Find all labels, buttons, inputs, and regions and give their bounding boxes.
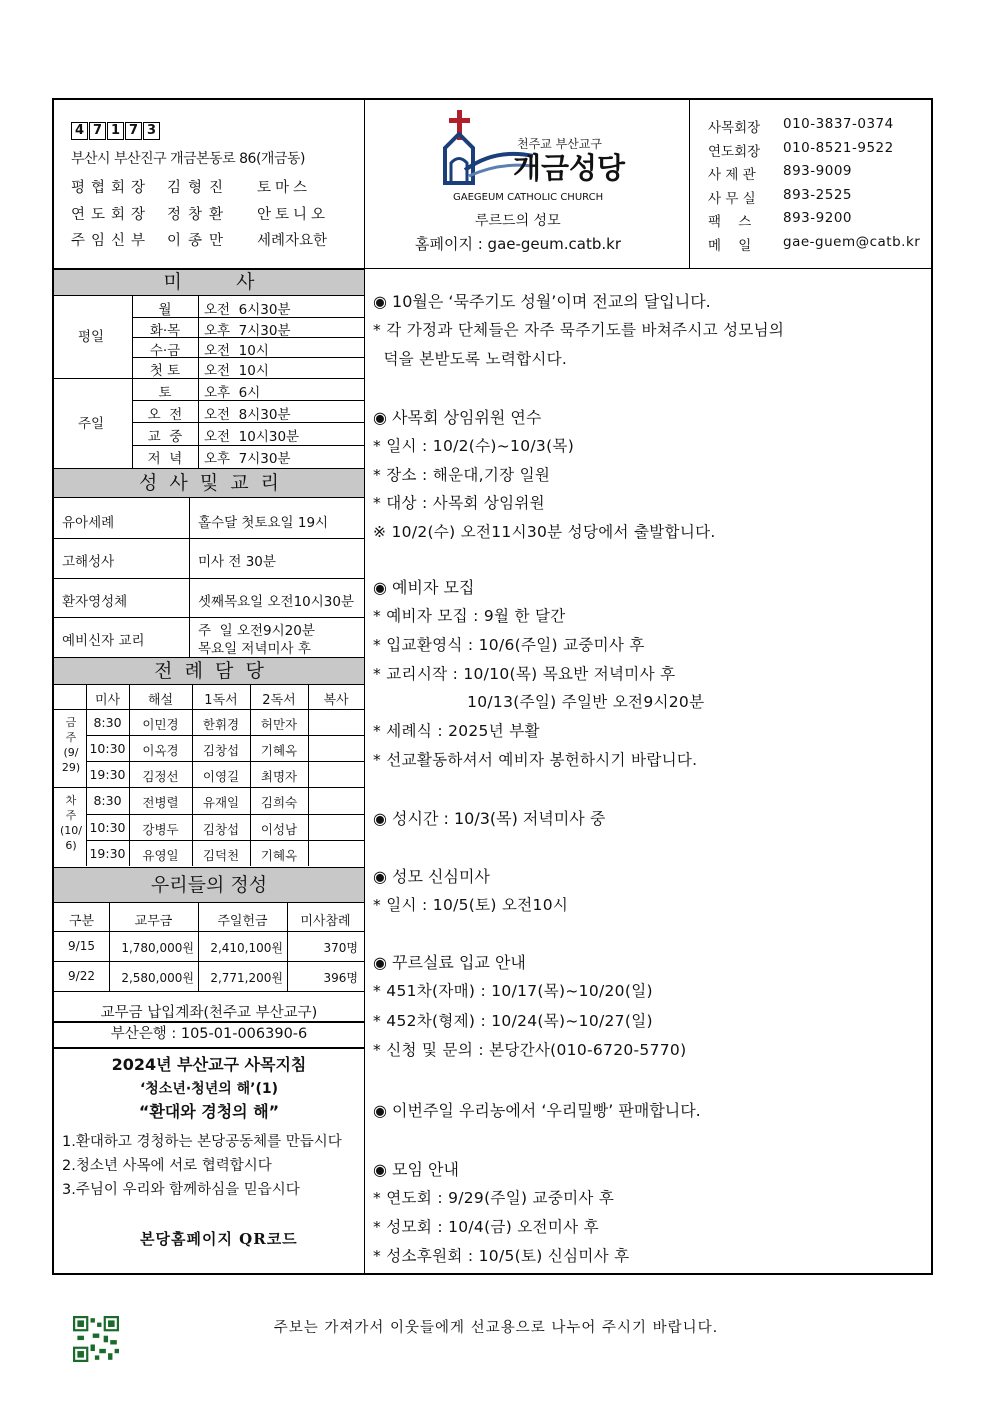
cell-text: 893-9200 xyxy=(783,210,852,226)
notice-line: * 성모회 : 10/4(금) 오전미사 후 xyxy=(373,1218,599,1236)
cell-text: 김창섭 xyxy=(202,743,240,758)
notice-title: ◉ 성모 신심미사 xyxy=(373,867,490,886)
officer-row xyxy=(71,176,311,197)
cell-text: 천주교 부산교구 xyxy=(517,137,602,151)
contact-row xyxy=(708,187,852,207)
cell-text: 기혜옥 xyxy=(260,743,298,758)
header-info xyxy=(54,100,365,269)
mass-day: 수·금 xyxy=(149,343,181,359)
notice-line: * 교리시작 : 10/10(목) 목요반 저녁미사 후 xyxy=(373,665,676,683)
church-logo xyxy=(425,108,645,208)
cell-text: 유재일 xyxy=(202,795,240,810)
cell-text: 강병두 xyxy=(142,822,179,837)
cell-text: 이옥경 xyxy=(142,743,179,758)
notice-line: 덕을 본받도록 노력합시다. xyxy=(373,350,568,368)
notice-line: * 신청 및 문의 : 본당간사(010-6720-5770) xyxy=(373,1041,687,1059)
pastoral-item: 2.청소년 사목에 서로 협력합시다 xyxy=(62,1158,272,1174)
mass-sunday-label: 주일 xyxy=(78,416,105,432)
cell-text: 김정선 xyxy=(142,769,179,784)
liturgy-title: 전 례 담 당 xyxy=(54,657,364,685)
sacrament-label: 예비신자 교리 xyxy=(62,633,145,649)
cell-text: 9/22 xyxy=(68,969,95,983)
cell-text: 팩 스 xyxy=(708,214,752,230)
offerings-header: 주일헌금 xyxy=(217,914,268,929)
notices xyxy=(365,269,933,1275)
sacrament-label: 환자영성체 xyxy=(62,594,128,610)
cell-text: (10/ xyxy=(60,824,82,837)
address: 부산시 부산진구 개금본동로 86(개금동) xyxy=(71,151,305,167)
mass-day: 월 xyxy=(158,302,172,318)
cell-text: 토마스 xyxy=(257,180,312,196)
liturgy-header: 미사 xyxy=(94,693,121,708)
contact-row xyxy=(708,210,852,230)
postal-code xyxy=(71,122,160,140)
notice-title: ◉ 사목회 상임위원 연수 xyxy=(373,408,542,427)
sacraments-title: 성 사 및 교 리 xyxy=(54,468,364,498)
cell-text: 세례자요한 xyxy=(257,233,328,249)
cell-text: 유영일 xyxy=(142,848,179,863)
cell-text: 396명 xyxy=(323,971,358,985)
cell-text: 9/15 xyxy=(68,939,95,953)
cell-text: 370명 xyxy=(323,941,358,955)
notice-line: * 대상 : 사목회 상임위원 xyxy=(373,494,545,512)
notice-title: ◉ 이번주일 우리농에서 ‘우리밀빵’ 판매합니다. xyxy=(373,1101,701,1120)
cell-text: 메 일 xyxy=(708,238,752,254)
cell-text: 한휘경 xyxy=(202,717,240,732)
liturgy-header: 1독서 xyxy=(204,693,238,708)
mass-time: 오후 6시 xyxy=(204,385,261,401)
mass-time: 오전 10시30분 xyxy=(204,429,300,445)
cell-text: 10:30 xyxy=(89,741,126,756)
sacrament-value: 셋째목요일 오전10시30분 xyxy=(198,594,355,610)
cell-text: 8:30 xyxy=(93,715,122,730)
officer-row xyxy=(71,203,329,224)
notice-title: ◉ 모임 안내 xyxy=(373,1160,459,1179)
pastoral-subtitle: ‘청소년·청년의 해’(1) xyxy=(139,1081,279,1097)
mass-day: 화·목 xyxy=(149,323,181,339)
offerings-header: 미사참례 xyxy=(300,914,351,929)
cell-text: 기혜옥 xyxy=(260,848,298,863)
notice-line: * 일시 : 10/5(토) 오전10시 xyxy=(373,896,569,914)
cell-text: 최명자 xyxy=(260,769,298,784)
cell-text: 2,410,100원 xyxy=(210,941,283,955)
offerings-header: 교무금 xyxy=(134,914,173,929)
notice-title: ◉ 꾸르실료 입교 안내 xyxy=(373,953,526,972)
cell-text: 893-9009 xyxy=(783,163,852,179)
contacts xyxy=(690,100,933,269)
notice-line: * 장소 : 해운대,기장 일원 xyxy=(373,466,551,484)
postal-digit: 7 xyxy=(89,122,106,140)
mass-day: 오 전 xyxy=(147,407,183,423)
mass-title: 미 사 xyxy=(54,269,364,296)
notice-title: ◉ 10월은 ‘묵주기도 성월’이며 전교의 달입니다. xyxy=(373,292,711,311)
cell-text: 허만자 xyxy=(260,717,298,732)
cell-text: 주임신부 xyxy=(71,233,152,249)
liturgy-week-label xyxy=(58,715,84,775)
cell-text: 안토니오 xyxy=(257,207,330,223)
sacrament-label: 고해성사 xyxy=(62,554,115,570)
cell-text: 19:30 xyxy=(89,846,126,861)
church-logo-area xyxy=(365,100,690,269)
notice-line: * 성소후원회 : 10/5(토) 신심미사 후 xyxy=(373,1247,630,1265)
left-column xyxy=(54,269,365,1275)
footer-note: 주보는 가져가서 이웃들에게 선교용으로 나누어 주시기 바랍니다. xyxy=(273,1320,719,1336)
notice-line: 10/13(주일) 주일반 오전9시20분 xyxy=(373,693,705,711)
notice-line: * 선교활동하셔서 예비자 봉헌하시기 바랍니다. xyxy=(373,751,698,769)
mass-time: 오후 7시30분 xyxy=(204,323,291,339)
cell-text: 1,780,000원 xyxy=(121,941,194,955)
account-line: 부산은행 : 105-01-006390-6 xyxy=(110,1026,308,1042)
cell-text: 사 무 실 xyxy=(708,191,756,207)
cell-text: 8:30 xyxy=(93,793,122,808)
cell-text: 금 xyxy=(65,716,77,729)
cell-text: 사목회장 xyxy=(708,120,761,136)
patron-saint: 루르드의 성모 xyxy=(475,213,561,229)
cell-text: 이민경 xyxy=(142,717,179,732)
bulletin-frame xyxy=(52,98,933,1275)
pastoral-title: 2024년 부산교구 사목지침 xyxy=(111,1055,307,1074)
cell-text: 이영길 xyxy=(202,769,240,784)
postal-digit: 1 xyxy=(107,122,124,140)
mass-time: 오전 6시30분 xyxy=(204,302,291,318)
sacrament-value: 목요일 저녁미사 후 xyxy=(198,641,311,657)
contact-row xyxy=(708,116,894,136)
cell-text: 개금성당 xyxy=(513,151,626,185)
cell-text: 10:30 xyxy=(89,820,126,835)
liturgy-header: 해설 xyxy=(147,693,174,708)
mass-weekday-label: 평일 xyxy=(78,329,105,345)
account-line: 교무금 납입계좌(천주교 부산교구) xyxy=(100,1005,318,1021)
notice-line: * 일시 : 10/2(수)~10/3(목) xyxy=(373,437,575,455)
cell-text: 주 xyxy=(65,731,77,744)
sacrament-value: 주 일 오전9시20분 xyxy=(198,623,315,639)
sacrament-value: 미사 전 30분 xyxy=(198,554,276,570)
postal-digit: 7 xyxy=(125,122,142,140)
notice-line: * 예비자 모집 : 9월 한 달간 xyxy=(373,607,566,625)
liturgy-week-label xyxy=(58,793,84,853)
notice-line: * 입교환영식 : 10/6(주일) 교중미사 후 xyxy=(373,636,645,654)
liturgy-header: 복사 xyxy=(323,693,349,708)
officer-row xyxy=(71,229,327,250)
mass-day: 토 xyxy=(158,385,172,401)
cell-text: 정창환 xyxy=(167,207,231,223)
mass-time: 오후 7시30분 xyxy=(204,451,291,467)
cell-text: 평협회장 xyxy=(71,180,152,196)
cell-text: 김희숙 xyxy=(260,795,298,810)
cell-text: GAEGEUM CATHOLIC CHURCH xyxy=(453,192,604,203)
mass-day: 저 녁 xyxy=(147,451,183,467)
cell-text: 주 xyxy=(65,809,77,822)
postal-digit: 4 xyxy=(71,122,88,140)
contact-row xyxy=(708,140,894,160)
cell-text: 전병렬 xyxy=(142,795,179,810)
cell-text: 차 xyxy=(65,794,77,807)
notice-line: * 세례식 : 2025년 부활 xyxy=(373,722,540,740)
cell-text: 연도회장 xyxy=(708,144,761,160)
sacrament-value: 홀수달 첫토요일 19시 xyxy=(198,515,329,531)
homepage[interactable]: 홈페이지 : gae-geum.catb.kr xyxy=(415,235,622,253)
cell-text: 6) xyxy=(65,839,77,852)
pastoral-slogan: “환대와 경청의 해” xyxy=(138,1102,280,1121)
contact-row xyxy=(708,163,852,183)
notice-line: ※ 10/2(수) 오전11시30분 성당에서 출발합니다. xyxy=(373,523,716,541)
pastoral-item: 3.주님이 우리와 함께하심을 믿읍시다 xyxy=(62,1182,300,1198)
offerings-title: 우리들의 정성 xyxy=(54,867,364,903)
cell-text: 연도회장 xyxy=(71,207,152,223)
postal-digit: 3 xyxy=(143,122,160,140)
mass-time: 오전 10시 xyxy=(204,363,269,379)
cell-text: 이성남 xyxy=(260,822,298,837)
cell-text: (9/ xyxy=(63,746,79,759)
cell-text: 29) xyxy=(61,761,81,774)
liturgy-header: 2독서 xyxy=(262,693,296,708)
cell-text: 19:30 xyxy=(89,767,126,782)
mass-day: 첫 토 xyxy=(149,363,181,379)
pastoral-item: 1.환대하고 경청하는 본당공동체를 만듭시다 xyxy=(62,1134,342,1150)
offerings-header: 구분 xyxy=(68,914,95,929)
mass-time: 오전 10시 xyxy=(204,343,269,359)
cell-text: 010-3837-0374 xyxy=(783,116,894,132)
notice-line: * 각 가정과 단체들은 자주 묵주기도를 바쳐주시고 성모님의 xyxy=(373,321,785,339)
cell-text: 2,771,200원 xyxy=(210,971,283,985)
notice-line: * 452차(형제) : 10/24(목)~10/27(일) xyxy=(373,1012,653,1030)
cell-text: 사 제 관 xyxy=(708,167,756,183)
mass-time: 오전 8시30분 xyxy=(204,407,291,423)
sacrament-label: 유아세례 xyxy=(62,515,115,531)
cell-text: 김형진 xyxy=(167,180,231,196)
cell-text: 김덕천 xyxy=(202,848,240,863)
contact-row xyxy=(708,234,920,254)
cell-text: 김창섭 xyxy=(202,822,240,837)
notice-title: ◉ 성시간 : 10/3(목) 저녁미사 중 xyxy=(373,809,606,828)
cell-text: 893-2525 xyxy=(783,187,852,203)
cell-text: 2,580,000원 xyxy=(121,971,194,985)
qr-label: 본당홈페이지 QR코드 xyxy=(140,1230,298,1248)
cell-text: 010-8521-9522 xyxy=(783,140,894,156)
notice-line: * 연도회 : 9/29(주일) 교중미사 후 xyxy=(373,1189,615,1207)
cell-text: gae-guem@catb.kr xyxy=(783,234,921,250)
notice-line: * 451차(자매) : 10/17(목)~10/20(일) xyxy=(373,982,653,1000)
mass-day: 교 중 xyxy=(147,429,183,445)
cell-text: 이종만 xyxy=(167,233,231,249)
notice-title: ◉ 예비자 모집 xyxy=(373,578,475,597)
